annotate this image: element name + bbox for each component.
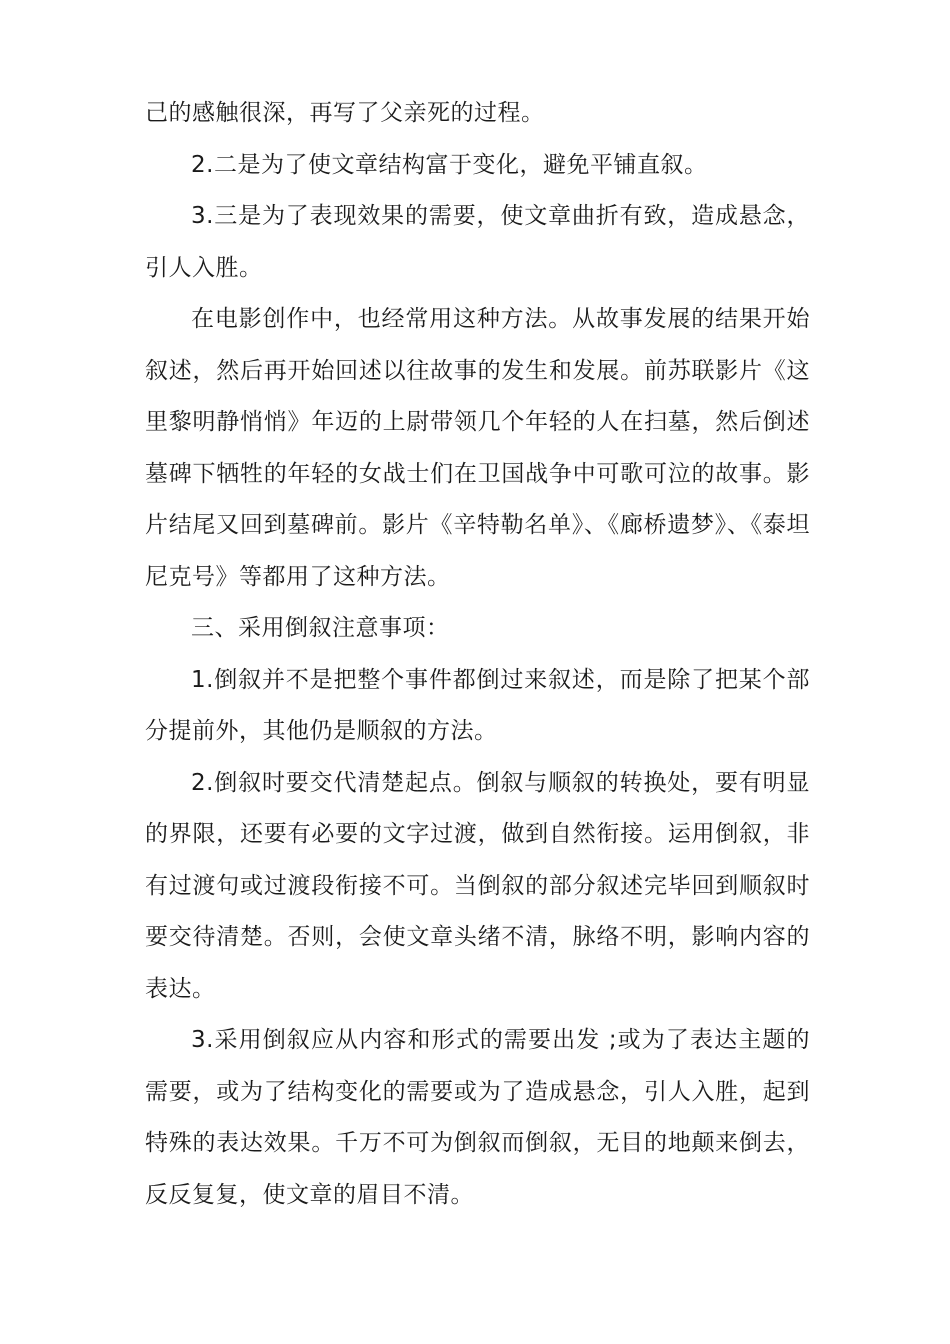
paragraph-point-2: 2.二是为了使文章结构富于变化，避免平铺直叙。 (191, 151, 708, 178)
paragraph-continuation: 己的感触很深，再写了父亲死的过程。 (145, 100, 545, 126)
paragraph-note-2: 2.倒叙时要交代清楚起点。倒叙与顺叙的转换处，要有明显的界限，还要有必要的文字过渡，做到自然衔接。运用倒叙，非有过渡句或过渡段衔接不可。当倒叙的部分叙述完毕回到顺叙时要交待清楚。否则，会使文章头绪不清，脉络不明，影响内容的表达。 (145, 769, 810, 1002)
document-body (145, 88, 810, 1221)
paragraph-note-3: 3.采用倒叙应从内容和形式的需要出发 ;或为了表达主题的需要，或为了结构变化的需要或为了造成悬念，引人入胜，起到特殊的表达效果。千万不可为倒叙而倒叙，无目的地颠来倒去，反反复复，使文章的眉目不清。 (145, 1027, 810, 1208)
section-heading-notes: 三、采用倒叙注意事项： (191, 615, 450, 641)
paragraph-note-1: 1.倒叙并不是把整个事件都倒过来叙述，而是除了把某个部分提前外，其他仍是顺叙的方法。 (145, 666, 810, 744)
paragraph-film-examples: 在电影创作中，也经常用这种方法。从故事发展的结果开始叙述，然后再开始回述以往故事的发生和发展。前苏联影片《这里黎明静悄悄》年迈的上尉带领几个年轻的人在扫墓，然后倒述墓碑下牺牲的年轻的女战士们在卫国战争中可歌可泣的故事。影片结尾又回到墓碑前。影片《辛特勒名单》、《廊桥遗梦》、《泰坦尼克号》等都用了这种方法。 (145, 306, 810, 590)
paragraph-point-3: 3.三是为了表现效果的需要，使文章曲折有致，造成悬念，引人入胜。 (145, 203, 810, 281)
